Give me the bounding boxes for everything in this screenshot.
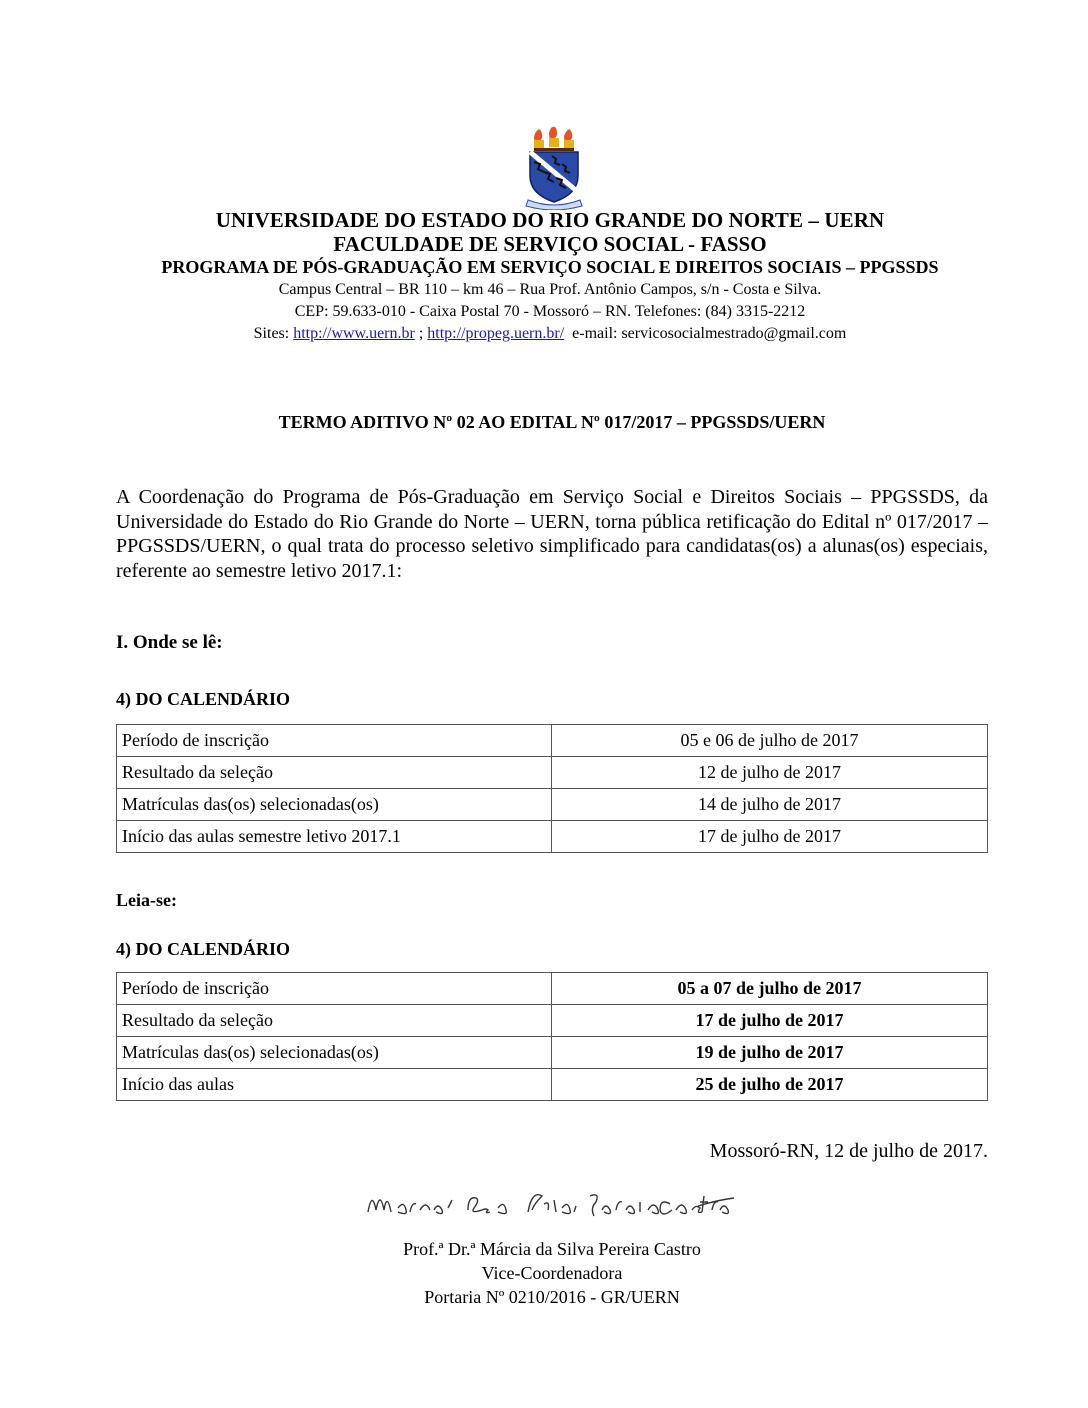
table-cell-value: 05 a 07 de julho de 2017 [552,973,988,1005]
program-name: PROGRAMA DE PÓS-GRADUAÇÃO EM SERVIÇO SOCIAL E DIREITOS SOCIAIS – PPGSSDS [161,257,939,277]
table-row [117,725,988,757]
table-row [117,1005,988,1037]
contact-line [0,323,1088,345]
table-cell-value: 17 de julho de 2017 [552,1005,988,1037]
table-cell-label: Matrículas das(os) selecionadas(os) [117,789,552,821]
original-calendar-table [116,724,988,853]
corrected-heading: Leia-se: [116,890,177,910]
table-cell-value: 05 e 06 de julho de 2017 [552,725,988,757]
table-row [117,1037,988,1069]
table-cell-value: 14 de julho de 2017 [552,789,988,821]
table-cell-label: Resultado da seleção [117,757,552,789]
table-row [117,757,988,789]
uern-site-link[interactable]: http://www.uern.br [293,325,415,342]
original-heading: I. Onde se lê: [116,632,223,653]
intro-paragraph: A Coordenação do Programa de Pós-Graduação em Serviço Social e Direitos Sociais – PPGSSDS, da Universidade do Estado do Rio Grande do Norte – UERN, torna pública retificação do Edital nº 017/2017 – PPGSSDS/UERN, o qual trata do processo seletivo simplificado para candidatas(os) a alunas(os) especiais, referente ao semestre letivo 2017.1: [116,486,988,582]
sites-separator: ; [418,325,424,342]
table-cell-label: Início das aulas semestre letivo 2017.1 [117,821,552,853]
email-text: e-mail: servicosocialmestrado@gmail.com [572,325,847,342]
table-cell-value: 17 de julho de 2017 [552,821,988,853]
signer-role: Vice-Coordenadora [481,1263,623,1283]
table-row [117,1069,988,1101]
place-and-date: Mossoró-RN, 12 de julho de 2017. [709,1140,988,1162]
table-cell-label: Início das aulas [117,1069,552,1101]
signer-block [0,1237,1088,1309]
document-title: TERMO ADITIVO Nº 02 AO EDITAL Nº 017/2017 – PPGSSDS/UERN [278,412,826,432]
campus-address: Campus Central – BR 110 – km 46 – Rua Prof. Antônio Campos, s/n - Costa e Silva. [278,281,822,298]
table-cell-label: Resultado da seleção [117,1005,552,1037]
signer-name: Prof.ª Dr.ª Márcia da Silva Pereira Castro [403,1239,701,1259]
table-cell-label: Período de inscrição [117,725,552,757]
table-row [117,821,988,853]
table-cell-value: 12 de julho de 2017 [552,757,988,789]
university-coat-of-arms-icon [522,126,586,210]
table-cell-value: 19 de julho de 2017 [552,1037,988,1069]
corrected-calendar-table [116,972,988,1101]
postal-address: CEP: 59.633-010 - Caixa Postal 70 - Mossoró – RN. Telefones: (84) 3315-2212 [294,303,806,320]
faculty-name: FACULDADE DE SERVIÇO SOCIAL - FASSO [333,232,767,256]
original-calendar-heading: 4) DO CALENDÁRIO [116,689,291,709]
handwritten-signature-icon [358,1182,738,1228]
table-cell-label: Matrículas das(os) selecionadas(os) [117,1037,552,1069]
corrected-calendar-heading: 4) DO CALENDÁRIO [116,939,291,959]
table-row [117,973,988,1005]
university-name: UNIVERSIDADE DO ESTADO DO RIO GRANDE DO NORTE – UERN [215,208,885,232]
signer-ordinance: Portaria Nº 0210/2016 - GR/UERN [424,1287,680,1307]
letterhead [0,208,1088,345]
table-cell-label: Período de inscrição [117,973,552,1005]
table-cell-value: 25 de julho de 2017 [552,1069,988,1101]
propeg-site-link[interactable]: http://propeg.uern.br/ [427,325,565,342]
table-row [117,789,988,821]
sites-label: Sites: [253,325,290,342]
